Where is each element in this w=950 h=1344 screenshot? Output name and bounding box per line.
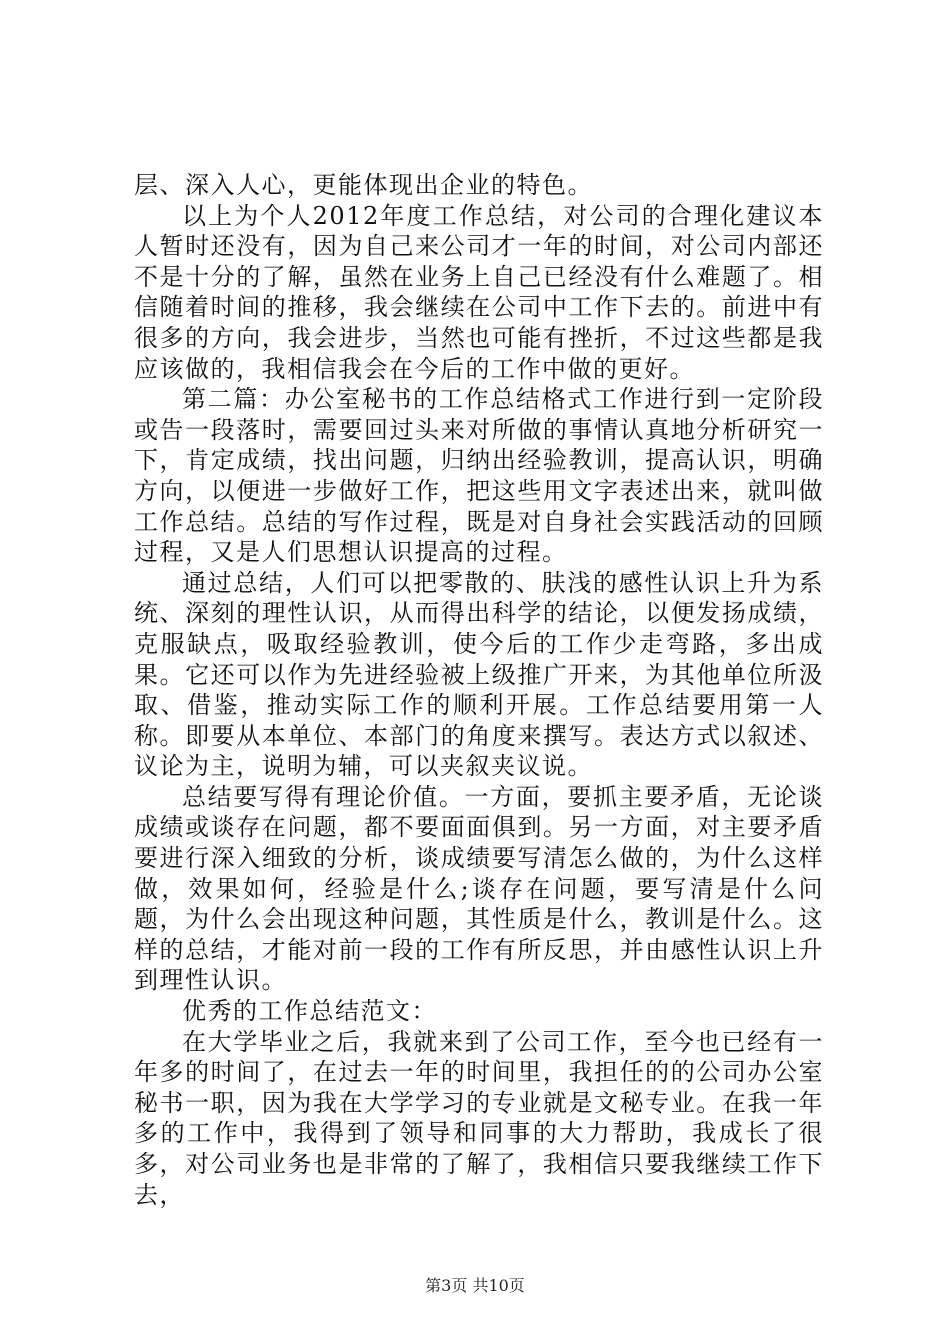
- page-number-label: 第3页 共10页: [425, 1276, 525, 1295]
- paragraph-1: 层、深入人心，更能体现出企业的特色。: [134, 171, 593, 199]
- paragraph-4: 通过总结，人们可以把零散的、肤浅的感性认识上升为系统、深刻的理性认识，从而得出科学的结论，以便发扬成绩，克服缺点，吸取经验教训，使今后的工作少走弯路，多出成果。它还可以作为先进经验被上级推广开来，为其他单位所汲取、借鉴，推动实际工作的顺利开展。工作总结要用第一人称。即要从本单位、本部门的角度来撰写。表达方式以叙述、议论为主，说明为辅，可以夹叙夹议说。: [134, 568, 824, 781]
- paragraph-7: 在大学毕业之后，我就来到了公司工作，至今也已经有一年多的时间了，在过去一年的时间里，我担任的的公司办公室秘书一职，因为我在大学学习的专业就是文秘专业。在我一年多的工作中，我得到了领导和同事的大力帮助，我成长了很多，对公司业务也是非常的了解了，我相信只要我继续工作下去，: [134, 1027, 824, 1209]
- paragraph-6: 优秀的工作总结范文：: [182, 997, 437, 1026]
- paragraph-5: 总结要写得有理论价值。一方面，要抓主要矛盾，无论谈成绩或谈存在问题，都不要面面俱到。另一方面，对主要矛盾要进行深入细致的分析，谈成绩要写清怎么做的，为什么这样做，效果如何，经验是什么;谈存在问题，要写清是什么问题，为什么会出现这种问题，其性质是什么，教训是什么。这样的总结，才能对前一段的工作有所反思，并由感性认识上升到理性认识。: [134, 782, 824, 995]
- paragraph-3: 第二篇：办公室秘书的工作总结格式工作进行到一定阶段或告一段落时，需要回过头来对所做的事情认真地分析研究一下，肯定成绩，找出问题，归纳出经验教训，提高认识，明确方向，以便进一步做好工作，把这些用文字表述出来，就叫做工作总结。总结的写作过程，既是对自身社会实践活动的回顾过程，又是人们思想认识提高的过程。: [134, 385, 824, 567]
- document-body: [134, 170, 824, 1210]
- paragraph-2: 以上为个人2012年度工作总结，对公司的合理化建议本人暂时还没有，因为自己来公司才一年的时间，对公司内部还不是十分的了解，虽然在业务上自己已经没有什么难题了。相信随着时间的推移，我会继续在公司中工作下去的。前进中有很多的方向，我会进步，当然也可能有挫折，不过这些都是我应该做的，我相信我会在今后的工作中做的更好。: [134, 201, 824, 383]
- page-footer: [0, 1276, 950, 1296]
